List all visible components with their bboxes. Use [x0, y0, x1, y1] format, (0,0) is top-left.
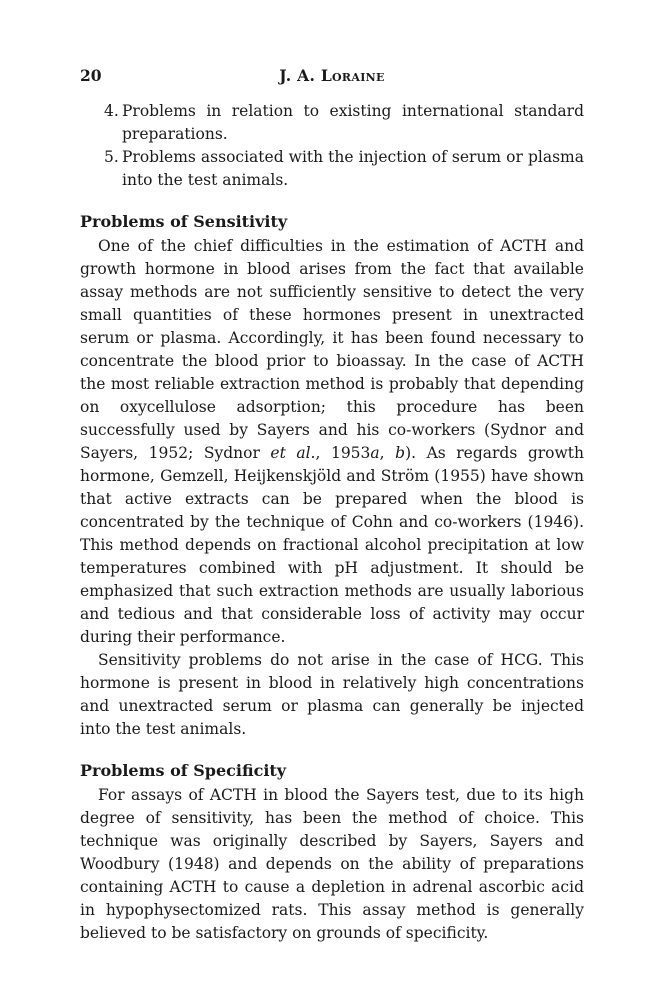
author-surname: Loraine	[320, 66, 385, 85]
paragraph-text: ,	[379, 444, 396, 462]
running-head	[80, 66, 584, 88]
list-item	[80, 146, 584, 192]
paragraph-text: ). As regards growth hormone, Gemzell, Heijkenskjöld and Ström (1955) have shown that active extracts can be prepared when the blood is concentrated by the technique of Cohn and co-workers (1946). This method depends on fractional alcohol precipitation at low temperatures combined with pH adjustment. It should be emphasized that such extraction methods are usually laborious and tedious and that considerable loss of activity may occur during their performance.	[80, 444, 584, 646]
book-page	[80, 66, 584, 945]
paragraph-sensitivity-2: Sensitivity problems do not arise in the case of HCG. This hormone is present in blood in relatively high concentrations and unextracted serum or plasma can generally be injected into the test animals.	[80, 651, 584, 738]
paragraph-text: One of the chief difficulties in the estimation of ACTH and growth hormone in blood arises from the fact that available assay methods are not sufficiently sensitive to detect the very small quantities of these hormones present in unextracted serum or plasma. Accordingly, it has been found necessary to concentrate the blood prior to bioassay. In the case of ACTH the most reliable extraction method is probably that depending on oxycellulose adsorption; this procedure has been successfully used by Sayers and his co-workers (Sydnor and Sayers, 1952; Sydnor	[80, 237, 584, 462]
section-heading-specificity: Problems of Specificity	[80, 761, 287, 780]
citation-italic: et al.	[270, 444, 316, 462]
paragraph-sensitivity-1	[80, 235, 584, 649]
section-heading-sensitivity: Problems of Sensitivity	[80, 212, 288, 231]
running-title	[80, 66, 584, 85]
list-item-number: 4.	[104, 102, 119, 120]
list-item-text: Problems in relation to existing international standard preparations.	[122, 102, 584, 143]
list-item	[80, 100, 584, 146]
paragraph-specificity-1: For assays of ACTH in blood the Sayers test, due to its high degree of sensitivity, has been the method of choice. This technique was originally described by Sayers, Sayers and Woodbury (1948) and depends on the ability of preparations containing ACTH to cause a depletion in adrenal ascorbic acid in hypophysectomized rats. This assay method is generally believed to be satisfactory on grounds of specificity.	[80, 786, 584, 942]
list-item-text: Problems associated with the injection of serum or plasma into the test animals.	[122, 148, 584, 189]
numbered-list	[80, 100, 584, 192]
citation-italic: b	[395, 444, 406, 462]
paragraph-text: , 1953	[315, 444, 371, 462]
author-initials: J. A.	[279, 66, 321, 85]
list-item-number: 5.	[104, 148, 119, 166]
citation-italic: a	[370, 444, 380, 462]
page-number: 20	[80, 66, 102, 85]
